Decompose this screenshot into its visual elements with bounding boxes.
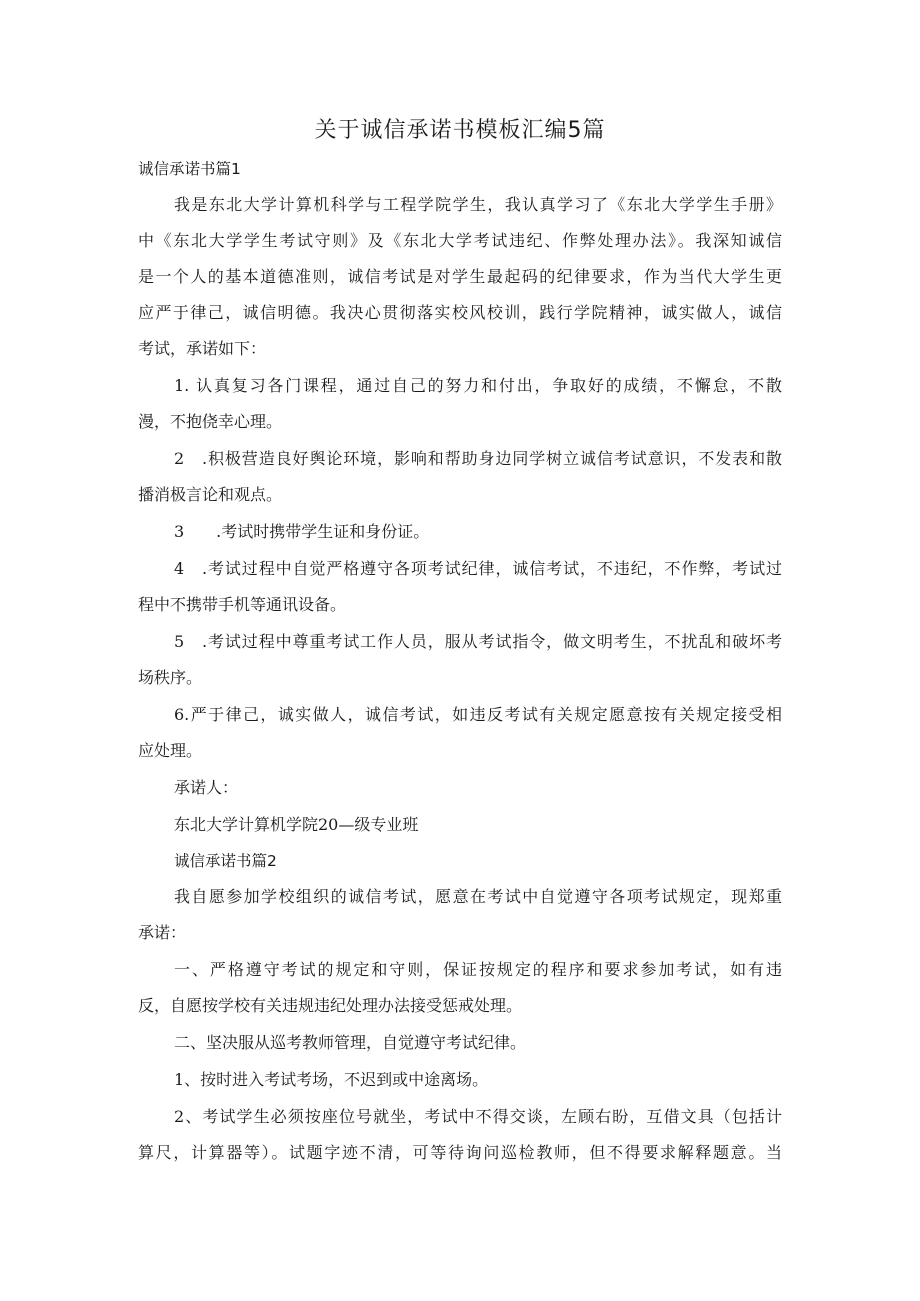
pledge-item-6-line-1: 6.严于律己，诚实做人，诚信考试，如违反考试有关规定愿意按有关规定接受相	[174, 705, 782, 724]
pledge-item-1-line-1: 1. 认真复习各门课程，通过自己的努力和付出，争取好的成绩，不懈怠，不散	[174, 376, 782, 395]
point-2: 二、坚决服从巡考教师管理，自觉遵守考试纪律。	[174, 1033, 527, 1052]
sub-point-2-line-1: 2、考试学生必须按座位号就坐，考试中不得交谈，左顾右盼，互借文具（包括计	[174, 1107, 782, 1126]
point-1-line-1: 一、严格遵守考试的规定和守则，保证按规定的程序和要求参加考试，如有违	[174, 960, 782, 979]
pledge-item-4-line-2: 程中不携带手机等通讯设备。	[138, 595, 347, 614]
pledge-item-5-line-1: 5 .考试过程中尊重考试工作人员，服从考试指令，做文明考生，不扰乱和破坏考	[174, 632, 782, 651]
section-1-intro-line-4: 应严于律己，诚信明德。我决心贯彻落实校风校训，践行学院精神，诚实做人，诚信	[138, 303, 782, 322]
section-2-intro-line-2: 承诺：	[138, 923, 187, 942]
point-1-line-2: 反，自愿按学校有关违规违纪处理办法接受惩戒处理。	[138, 996, 523, 1015]
pledge-item-1-line-2: 漫，不抱侥幸心理。	[138, 412, 283, 431]
pledge-item-6-line-2: 应处理。	[138, 741, 203, 760]
section-1-intro-line-2: 中《东北大学学生考试守则》及《东北大学考试违纪、作弊处理办法》。我深知诚信	[138, 231, 782, 250]
section-2-heading: 诚信承诺书篇2	[174, 852, 277, 870]
pledge-item-2-line-2: 播消极言论和观点。	[138, 485, 283, 504]
section-1-heading: 诚信承诺书篇1	[138, 160, 241, 178]
pledge-item-5-line-2: 场秩序。	[138, 668, 203, 687]
pledge-item-3: 3 .考试时携带学生证和身份证。	[174, 522, 430, 541]
sub-point-1: 1、按时进入考试考场，不迟到或中途离场。	[174, 1070, 489, 1089]
section-1-intro-line-5: 考试，承诺如下：	[138, 339, 267, 358]
section-1-intro-line-3: 是一个人的基本道德准则，诚信考试是对学生最起码的纪律要求，作为当代大学生更	[138, 267, 782, 286]
document-title: 关于诚信承诺书模板汇编5篇	[314, 118, 606, 143]
pledge-item-4-line-1: 4 .考试过程中自觉严格遵守各项考试纪律，诚信考试，不违纪，不作弊，考试过	[174, 559, 782, 578]
sub-point-2-line-2: 算尺，计算器等）。试题字迹不清，可等待询问巡检教师，但不得要求解释题意。当	[138, 1143, 782, 1162]
section-1-intro-line-1: 我是东北大学计算机科学与工程学院学生，我认真学习了《东北大学学生手册》	[174, 195, 782, 214]
signer-unit: 东北大学计算机学院20—级专业班	[174, 815, 419, 834]
section-2-intro-line-1: 我自愿参加学校组织的诚信考试，愿意在考试中自觉遵守各项考试规定，现郑重	[174, 887, 782, 906]
pledge-item-2-line-1: 2 .积极营造良好舆论环境，影响和帮助身边同学树立诚信考试意识，不发表和散	[174, 449, 782, 468]
signer-label: 承诺人：	[174, 778, 239, 797]
